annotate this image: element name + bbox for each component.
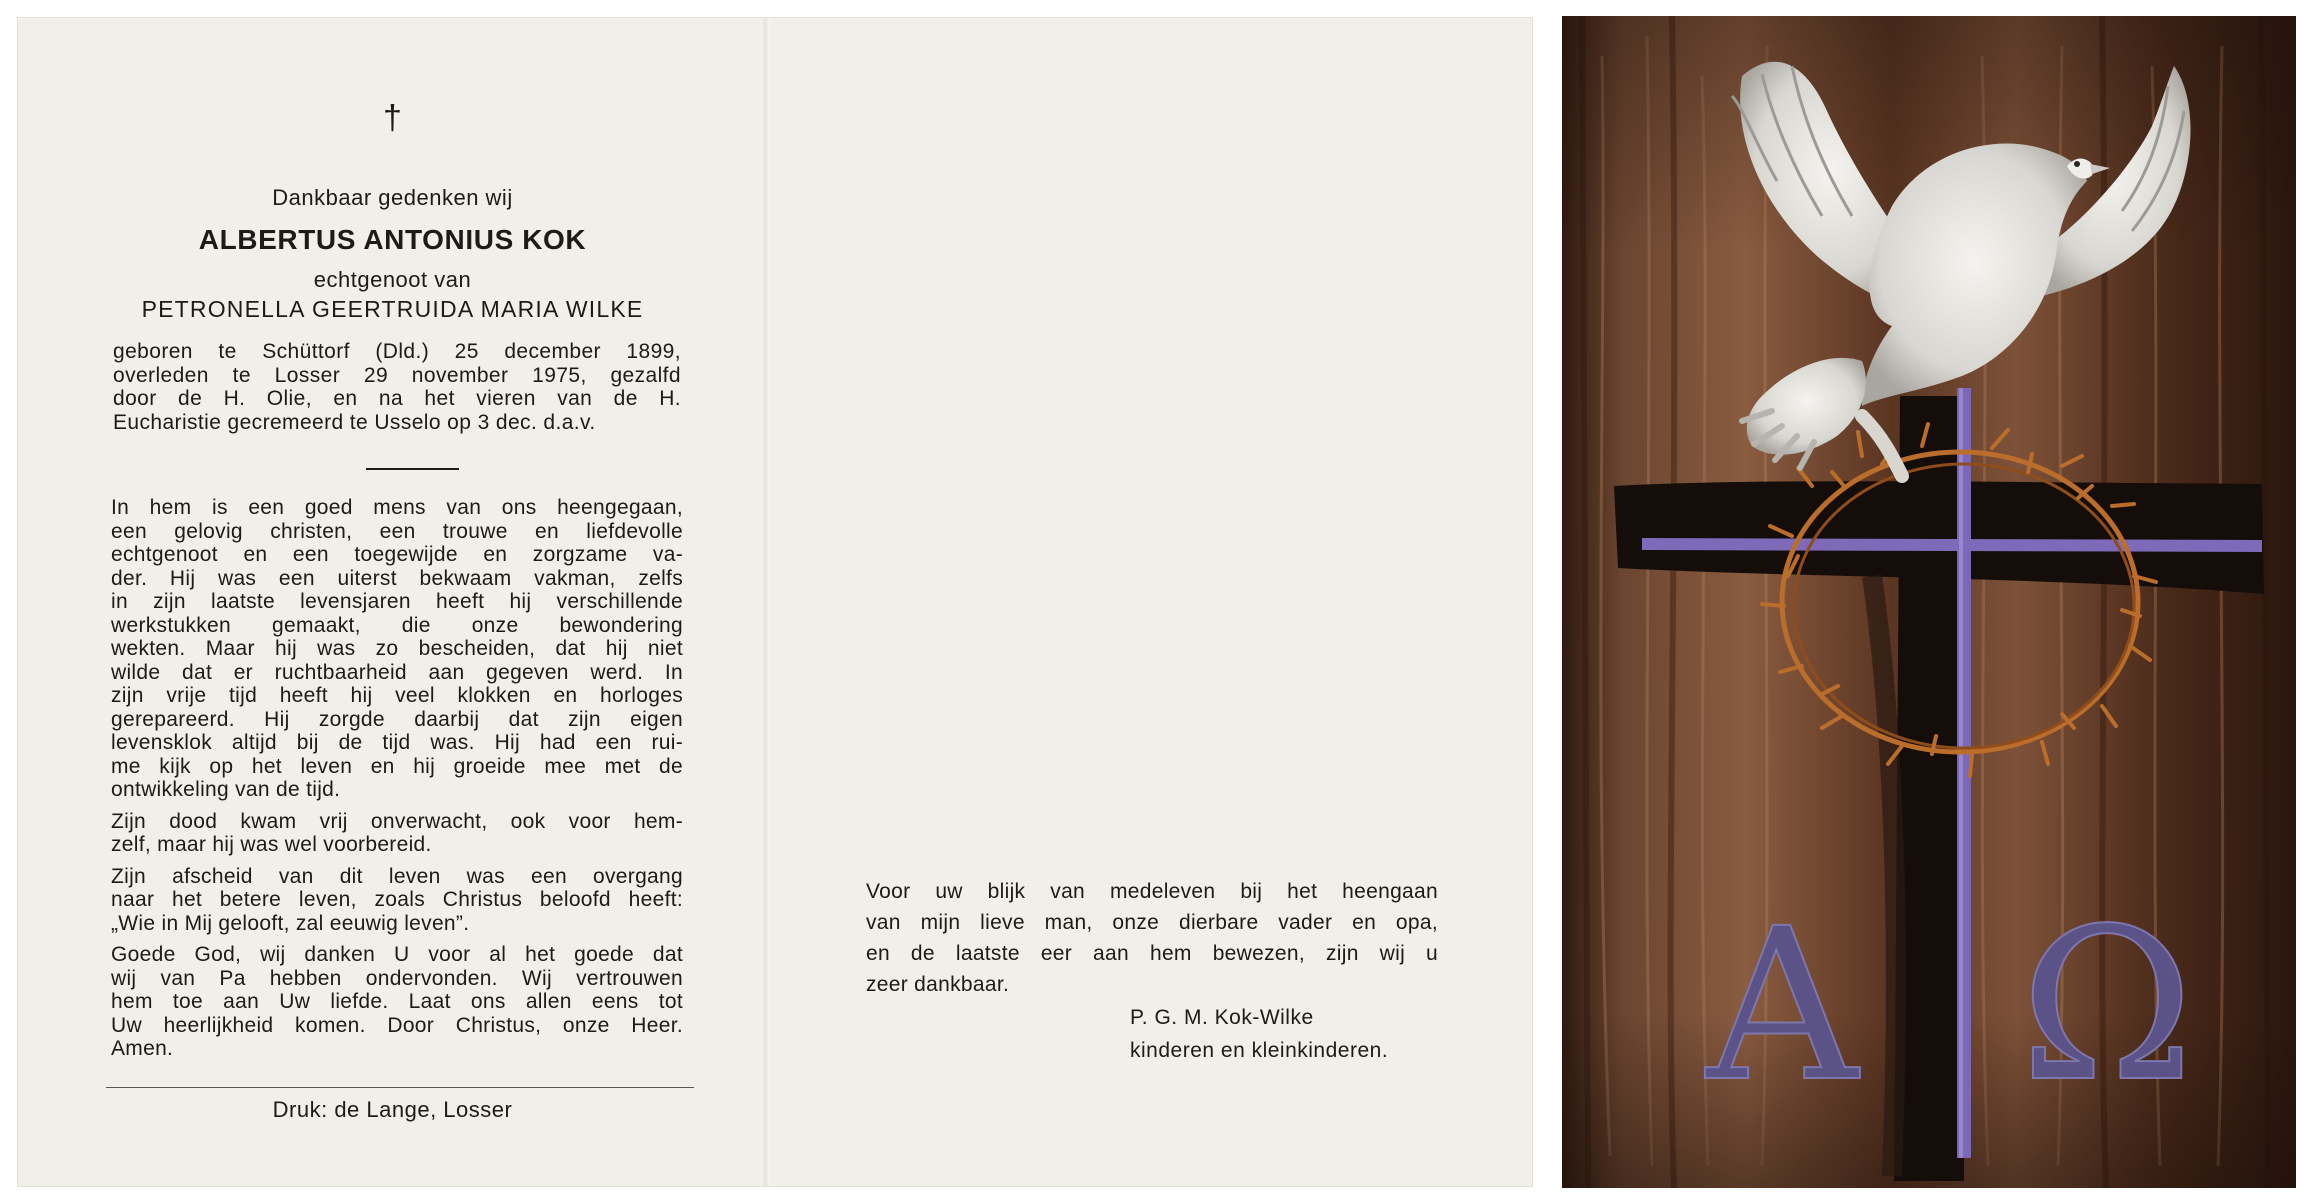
omega-letter: Ω — [2019, 883, 2195, 1128]
painting-svg — [1562, 16, 2296, 1188]
text-line: me kijk op het leven en hij groeide mee met de — [111, 754, 683, 778]
text-line: Goede God, wij danken U voor al het goede dat — [111, 943, 683, 966]
text-line: in zijn laatste levensjaren heeft hij verschillende — [111, 590, 683, 613]
spouse-label: echtgenoot van — [313, 267, 472, 292]
eulogy-paragraph-3 — [111, 865, 683, 936]
intro-text: Dankbaar gedenken wij — [272, 185, 513, 210]
text-line: hem toe aan Uw liefde. Laat ons allen eens tot — [111, 990, 683, 1013]
signature-family: kinderen en kleinkinderen. — [1130, 1039, 1389, 1062]
text-line: gerepareerd. Hij zorgde daarbij dat zijn eigen — [111, 707, 683, 731]
printer-credit: Druk: de Lange, Losser — [272, 1097, 513, 1122]
text-line: zeer dankbaar. — [866, 973, 1010, 996]
left-panel — [18, 18, 767, 1186]
short-divider — [366, 468, 459, 470]
text-line: en de laatste eer aan hem bewezen, zijn wij u — [866, 942, 1438, 965]
thanks-text — [866, 876, 1438, 1000]
text-line: „Wie in Mij gelooft, zal eeuwig leven”. — [111, 911, 470, 935]
devotional-picture — [1562, 16, 2296, 1188]
eulogy-paragraph-2 — [111, 810, 683, 857]
text-line: zelf, maar hij was wel voorbereid. — [111, 833, 432, 856]
text-line: der. Hij was een uiterst bekwaam vakman, zelfs — [111, 566, 683, 590]
text-line: ontwikkeling van de tijd. — [111, 778, 341, 801]
eulogy-paragraph-4 — [111, 943, 683, 1061]
text-line: naar het betere leven, zoals Christus beloofd heeft: — [111, 888, 683, 911]
deceased-name: ALBERTUS ANTONIUS KOK — [198, 224, 587, 255]
text-line: echtgenoot en een toegewijde en zorgzame va- — [111, 543, 683, 566]
vitals-line: geboren te Schüttorf (Dld.) 25 december 1899, — [113, 340, 681, 363]
text-line: Zijn dood kwam vrij onverwacht, ook voor hem- — [111, 809, 683, 833]
footer-divider — [106, 1087, 694, 1088]
vitals-line: door de H. Olie, en na het vieren van de H. — [113, 387, 681, 410]
vitals-block — [113, 340, 681, 434]
text-line: van mijn lieve man, onze dierbare vader en opa, — [866, 911, 1438, 934]
text-line: Voor uw blijk van medeleven bij het heengaan — [866, 880, 1438, 903]
text-line: zijn vrije tijd heeft hij veel klokken en horloges — [111, 684, 683, 707]
text-line: Amen. — [111, 1037, 174, 1060]
text-line: wekten. Maar hij was zo bescheiden, dat hij niet — [111, 637, 683, 660]
text-line: een gelovig christen, een trouwe en liefdevolle — [111, 519, 683, 543]
signature-name: P. G. M. Kok-Wilke — [1130, 1006, 1314, 1029]
alpha-letter: A — [1706, 883, 1858, 1128]
text-line: Zijn afscheid van dit leven was een overgang — [111, 864, 683, 888]
eulogy-text — [111, 496, 683, 1069]
text-line: levensklok altijd bij de tijd was. Hij had een rui- — [111, 731, 683, 754]
text-line: werkstukken gemaakt, die onze bewondering — [111, 613, 683, 637]
text-line: In hem is een goed mens van ons heengegaan, — [111, 496, 683, 519]
eulogy-paragraph-1 — [111, 496, 683, 802]
text-line: wij van Pa hebben ondervonden. Wij vertrouwen — [111, 966, 683, 990]
spouse-name: PETRONELLA GEERTRUIDA MARIA WILKE — [141, 296, 644, 322]
text-line: Uw heerlijkheid komen. Door Christus, onze Heer. — [111, 1013, 683, 1037]
cross-symbol: † — [383, 99, 402, 137]
vitals-line: Eucharistie gecremeerd te Usselo op 3 dec. d.a.v. — [113, 410, 596, 434]
vitals-line: overleden te Losser 29 november 1975, gezalfd — [113, 363, 681, 387]
text-line: wilde dat er ruchtbaarheid aan gegeven werd. In — [111, 660, 683, 684]
